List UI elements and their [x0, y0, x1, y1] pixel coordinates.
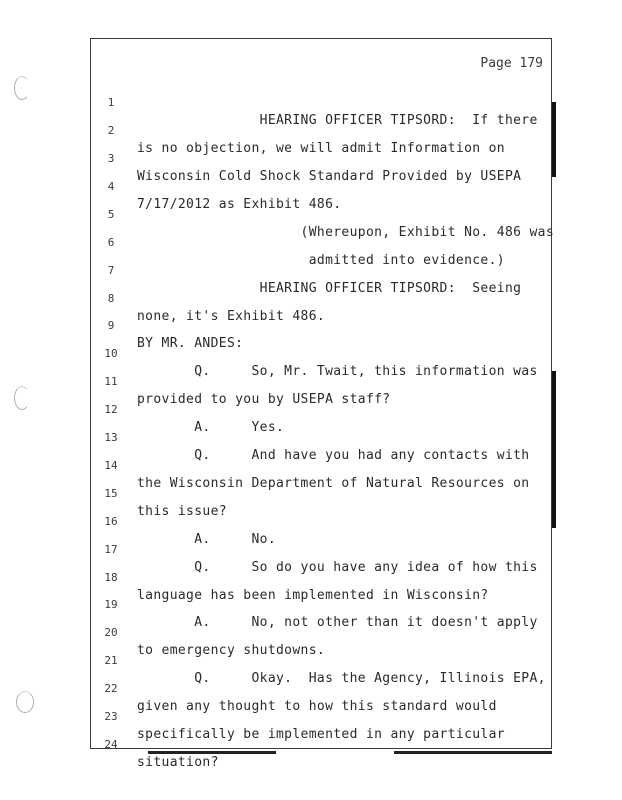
line-text: Q. Okay. Has the Agency, Illinois EPA,: [137, 671, 546, 686]
transcript-line: [91, 690, 551, 742]
line-number: 9: [107, 319, 115, 332]
line-text: (Whereupon, Exhibit No. 486 was: [137, 225, 555, 240]
line-number: 21: [104, 654, 118, 667]
line-text: provided to you by USEPA staff?: [137, 392, 391, 407]
transcript-line: [91, 578, 551, 630]
line-text: this issue?: [137, 504, 227, 519]
punch-hole-top: [14, 76, 30, 100]
line-text: Q. So, Mr. Twait, this information was: [137, 364, 538, 379]
transcript-line: [91, 104, 551, 156]
punch-hole-bottom: [16, 691, 34, 713]
transcript-line: [91, 634, 551, 686]
transcript-line: [91, 244, 551, 296]
line-number: 7: [107, 264, 115, 277]
transcript-line: [91, 383, 551, 435]
transcript-line: [91, 718, 551, 770]
line-number: 4: [107, 180, 115, 193]
transcript-line: [91, 132, 551, 184]
line-text: is no objection, we will admit Information on: [137, 141, 505, 156]
transcript-line: [91, 523, 551, 575]
transcript-line: [91, 467, 551, 519]
line-number: 17: [104, 543, 118, 556]
transcript-line: [91, 495, 551, 547]
line-number: 5: [107, 208, 115, 221]
line-number: 18: [104, 571, 118, 584]
transcript-line: [91, 160, 551, 212]
line-text: situation?: [137, 755, 219, 770]
line-number: 1: [107, 96, 115, 109]
transcript-line: [91, 439, 551, 491]
transcript-line: [91, 299, 551, 351]
line-text: A. Yes.: [137, 420, 285, 435]
line-text: Wisconsin Cold Shock Standard Provided by USEPA: [137, 169, 522, 184]
line-text: language has been implemented in Wisconsin?: [137, 588, 489, 603]
scan-bottom-bar-left: [148, 751, 276, 754]
page-number: Page 179: [480, 56, 543, 71]
scan-edge-bar-upper: [552, 102, 556, 177]
transcript-line: [91, 272, 551, 324]
line-text: Q. And have you had any contacts with: [137, 448, 530, 463]
transcript-line: [91, 216, 551, 268]
punch-hole-middle: [14, 386, 30, 410]
line-text: A. No.: [137, 532, 277, 547]
line-number: 11: [104, 375, 118, 388]
line-text: 7/17/2012 as Exhibit 486.: [137, 197, 342, 212]
line-text: specifically be implemented in any particular: [137, 727, 505, 742]
line-text: the Wisconsin Department of Natural Resources on: [137, 476, 530, 491]
line-text: BY MR. ANDES:: [137, 336, 244, 351]
line-number: 15: [104, 487, 118, 500]
transcript-line: [91, 606, 551, 658]
line-number: 24: [104, 738, 118, 751]
transcript-line: [91, 662, 551, 714]
transcript-line: [91, 76, 551, 128]
line-text: admitted into evidence.): [137, 253, 505, 268]
line-number: 19: [104, 598, 118, 611]
line-number: 8: [107, 292, 115, 305]
line-text: given any thought to how this standard would: [137, 699, 497, 714]
line-number: 2: [107, 124, 115, 137]
line-number: 23: [104, 710, 118, 723]
line-text: HEARING OFFICER TIPSORD: If there: [137, 113, 538, 128]
transcript-page: [90, 38, 555, 770]
transcript-line: [91, 355, 551, 407]
line-text: A. No, not other than it doesn't apply: [137, 615, 538, 630]
line-number: 20: [104, 626, 118, 639]
scan-bottom-bar-right: [394, 751, 552, 754]
line-number: 6: [107, 236, 115, 249]
line-text: to emergency shutdowns.: [137, 643, 326, 658]
transcript-line: [91, 551, 551, 603]
line-number: 12: [104, 403, 118, 416]
line-number: 16: [104, 515, 118, 528]
line-number: 10: [104, 347, 118, 360]
line-number: 13: [104, 431, 118, 444]
line-text: Q. So do you have any idea of how this: [137, 560, 538, 575]
line-text: none, it's Exhibit 486.: [137, 309, 326, 324]
line-number: 22: [104, 682, 118, 695]
transcript-line: [91, 411, 551, 463]
transcript-line: [91, 327, 551, 379]
line-number: 14: [104, 459, 118, 472]
line-text: HEARING OFFICER TIPSORD: Seeing: [137, 281, 522, 296]
transcript-line: [91, 188, 555, 240]
scan-edge-bar-lower: [552, 371, 556, 528]
line-number: 3: [107, 152, 115, 165]
